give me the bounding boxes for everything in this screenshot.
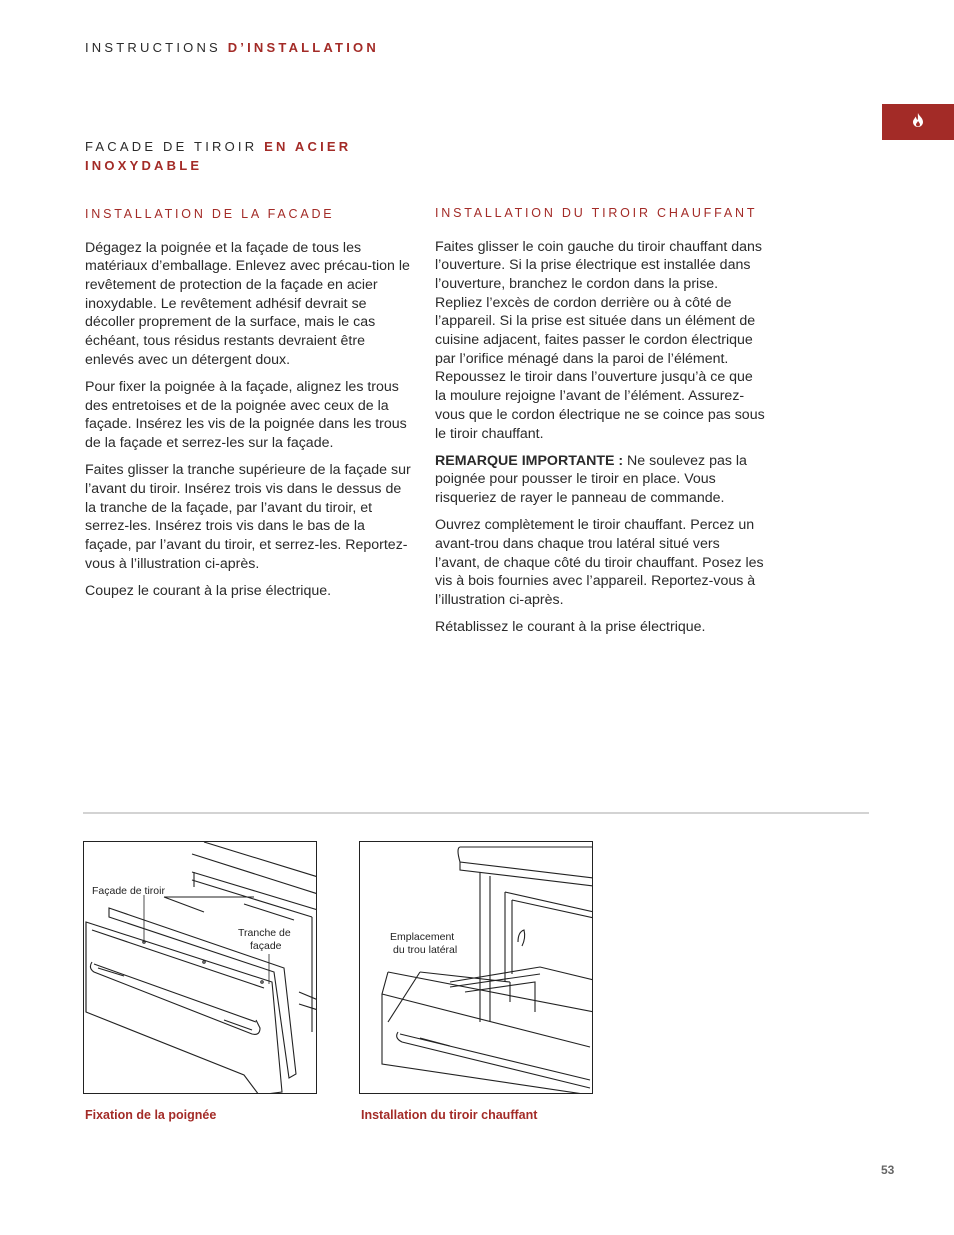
- note-text: Ne soulevez pas la poignée pour pousser le tiroir en place. Vous risqueriez de rayer le panneau de commande.: [435, 452, 747, 507]
- paragraph: Ouvrez complètement le tiroir chauffant. Percez un avant-trou dans chaque trou latéral situé vers l’avant, de chaque côté du tiroir chauffant. Posez les vis à bois fournies avec l’appareil. Reportez-vous à l’illustration ci-après.: [435, 517, 764, 609]
- flame-icon: [912, 113, 924, 132]
- figure-label: Façade de tiroir: [92, 885, 165, 897]
- subhead-tiroir: INSTALLATION DU TIROIR CHAUFFANT: [435, 206, 758, 220]
- section-title-accent: EN ACIER INOXYDABLE: [85, 139, 352, 173]
- figure-label: façade: [250, 940, 282, 952]
- page-number: 53: [881, 1163, 895, 1177]
- figure-label: Tranche de: [238, 927, 291, 939]
- note-label: REMARQUE IMPORTANTE :: [435, 452, 624, 469]
- figure-caption: Fixation de la poignée: [85, 1108, 217, 1122]
- figure-label: Emplacement: [390, 931, 455, 943]
- divider: [83, 812, 869, 814]
- section-title-prefix: FACADE DE TIROIR: [85, 139, 258, 154]
- figure-caption: Installation du tiroir chauffant: [361, 1108, 538, 1122]
- section-title: [85, 137, 385, 175]
- header-prefix: INSTRUCTIONS: [85, 40, 221, 55]
- paragraph: Faites glisser le coin gauche du tiroir chauffant dans l’ouverture. Si la prise électrique est installée dans l’ouverture, branchez le cordon dans la prise. Repliez l’excès de cordon derrière ou à côté de l’appareil. Si la prise est située dans un élément de cuisine adjacent, faites passer le cordon électrique par l’orifice ménagé dans la paroi de l’élément. Repoussez le tiroir dans l’ouverture jusqu’à ce que la moulure rejoigne l’avant de l’élément. Assurez-vous que le cordon électrique ne se coince pas sous le tiroir chauffant.: [435, 238, 765, 442]
- right-column: [435, 204, 765, 646]
- paragraph: Dégagez la poignée et la façade de tous les matériaux d’emballage. Enlevez avec précau-tion le revêtement de protection de la façade en acier inoxydable. Le revêtement adhésif devrait se décoller proprement de la surface, mais le cas échéant, tous résidus restants devraient être enlevés avec un détergent doux.: [85, 239, 410, 368]
- section-tab: [882, 104, 954, 140]
- drawer-install-illustration: [360, 842, 593, 1094]
- figure-handle-attachment: [83, 841, 317, 1094]
- header-accent: D’INSTALLATION: [227, 40, 379, 55]
- subhead-facade: INSTALLATION DE LA FACADE: [85, 207, 335, 221]
- paragraph: Faites glisser la tranche supérieure de la façade sur l’avant du tiroir. Insérez trois vis dans le dessus de la tranche de la façade, par l’avant du tiroir, et serrez-les. Insérez trois vis dans le bas de la façade, par l’avant du tiroir, et serrez-les. Reportez-vous à l’illustration ci-après.: [85, 462, 411, 572]
- figure-drawer-installation: [359, 841, 593, 1094]
- figure-label: du trou latéral: [393, 944, 458, 956]
- paragraph: Pour fixer la poignée à la façade, alignez les trous des entretoises et de la poignée avec ceux de la façade. Insérez les vis de la poignée dans les trous de la façade et serrez-les sur la façade.: [85, 378, 407, 452]
- paragraph: Coupez le courant à la prise électrique.: [85, 582, 332, 599]
- drawer-front-illustration: [84, 842, 317, 1094]
- paragraph: Rétablissez le courant à la prise électrique.: [435, 619, 706, 636]
- left-column: [85, 205, 415, 609]
- important-note: [435, 452, 765, 508]
- page-header: [85, 40, 379, 55]
